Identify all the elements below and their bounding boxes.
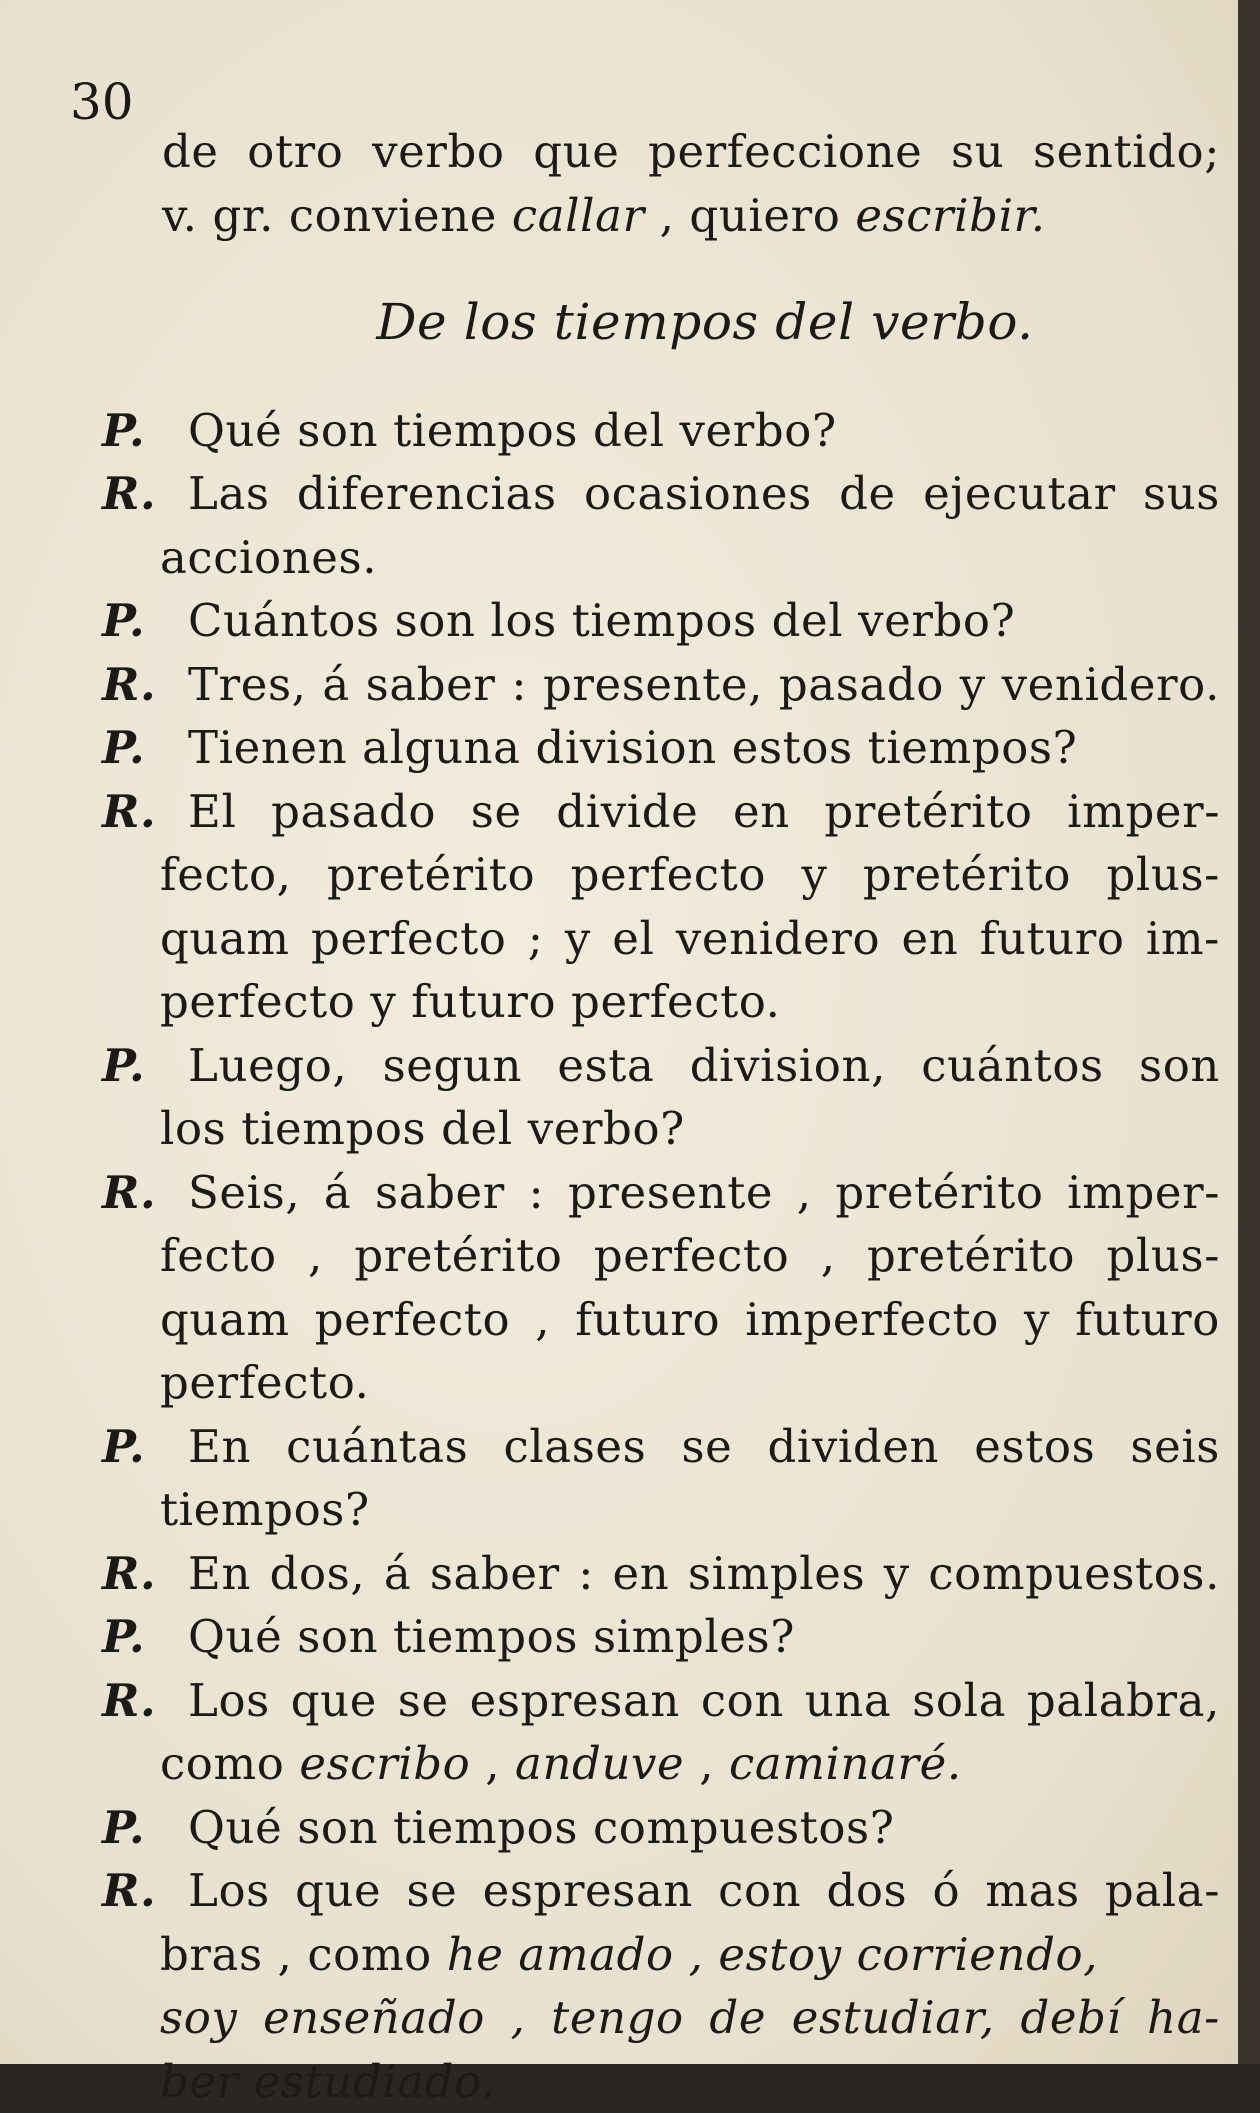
question-4 [150,1034,1220,1098]
answer-text: En dos, á saber : en simples y compuestos. [188,1547,1220,1600]
speaker-marker: P. [102,589,188,653]
question-2 [150,589,1220,653]
answer-text: El pasado se divide en pretérito imper- [188,785,1220,838]
example-compound: he amado , estoy corriendo, [447,1928,1098,1981]
speaker-marker: P. [102,399,188,463]
speaker-marker: R. [102,462,188,526]
question-text: Luego, segun esta division, cuántos son [188,1039,1220,1092]
answer-text: Seis, á saber : presente , pretérito imper- [188,1166,1220,1219]
answer-3-continued: fecto, pretérito perfecto y pretérito plus- [150,843,1220,907]
section-heading: De los tiempos del verbo. [150,291,1220,355]
speaker-marker: P. [102,1034,188,1098]
answer-4-continued: perfecto. [150,1351,1220,1415]
intro-line-1: de otro verbo que perfeccione su sentido; [150,120,1220,184]
answer-text: Los que se espresan con dos ó mas pala- [188,1864,1220,1917]
example-anduve: anduve [515,1737,684,1790]
answer-6-continued [150,1732,1220,1796]
page-text [150,120,1220,2113]
question-7 [150,1796,1220,1860]
intro-text: v. gr. conviene [162,189,512,242]
answer-text: Las diferencias ocasiones de ejecutar sus [188,467,1220,520]
speaker-marker: R. [102,1542,188,1606]
question-1 [150,399,1220,463]
speaker-marker: P. [102,1415,188,1479]
separator: , [470,1737,515,1790]
answer-2 [150,653,1220,717]
answer-text: como [160,1737,299,1790]
speaker-marker: R. [102,653,188,717]
speaker-marker: P. [102,716,188,780]
heading-spacer [150,355,1220,399]
example-escribo: escribo [299,1737,470,1790]
question-text: Tienen alguna division estos tiempos? [188,721,1077,774]
speaker-marker: P. [102,1605,188,1669]
answer-3-continued: perfecto y futuro perfecto. [150,970,1220,1034]
speaker-marker: R. [102,780,188,844]
answer-4-continued: fecto , pretérito perfecto , pretérito plus- [150,1224,1220,1288]
question-5-continued: tiempos? [150,1478,1220,1542]
question-5 [150,1415,1220,1479]
answer-6 [150,1669,1220,1733]
question-4-continued: los tiempos del verbo? [150,1097,1220,1161]
answer-3 [150,780,1220,844]
question-text: Cuántos son los tiempos del verbo? [188,594,1015,647]
question-text: Qué son tiempos del verbo? [188,404,837,457]
answer-text: bras , como [160,1928,447,1981]
example-compound: ber estudiado. [160,2055,496,2108]
answer-5 [150,1542,1220,1606]
example-caminare: caminaré. [729,1737,962,1790]
answer-1 [150,462,1220,526]
page-edge-shadow [1238,0,1260,2064]
answer-text: Tres, á saber : presente, pasado y venidero. [188,658,1220,711]
question-text: Qué son tiempos simples? [188,1610,795,1663]
speaker-marker: R. [102,1161,188,1225]
intro-line-2 [150,184,1220,248]
answer-4-continued: quam perfecto , futuro imperfecto y futuro [150,1288,1220,1352]
question-text: Qué son tiempos compuestos? [188,1801,894,1854]
answer-7 [150,1859,1220,1923]
answer-7-continued [150,2050,1220,2113]
answer-7-continued [150,1923,1220,1987]
intro-separator: , quiero [645,189,856,242]
answer-4 [150,1161,1220,1225]
speaker-marker: R. [102,1669,188,1733]
separator: , [684,1737,729,1790]
question-3 [150,716,1220,780]
question-text: En cuántas clases se dividen estos seis [188,1420,1220,1473]
answer-1-continued: acciones. [150,526,1220,590]
question-6 [150,1605,1220,1669]
answer-3-continued: quam perfecto ; y el venidero en futuro im- [150,907,1220,971]
example-escribir: escribir. [855,189,1045,242]
page-number: 30 [70,72,134,132]
speaker-marker: R. [102,1859,188,1923]
example-compound: soy enseñado , tengo de estudiar, debí ha- [160,1991,1220,2044]
speaker-marker: P. [102,1796,188,1860]
answer-text: Los que se espresan con una sola palabra, [188,1674,1220,1727]
answer-7-continued [150,1986,1220,2050]
example-callar: callar [512,189,645,242]
